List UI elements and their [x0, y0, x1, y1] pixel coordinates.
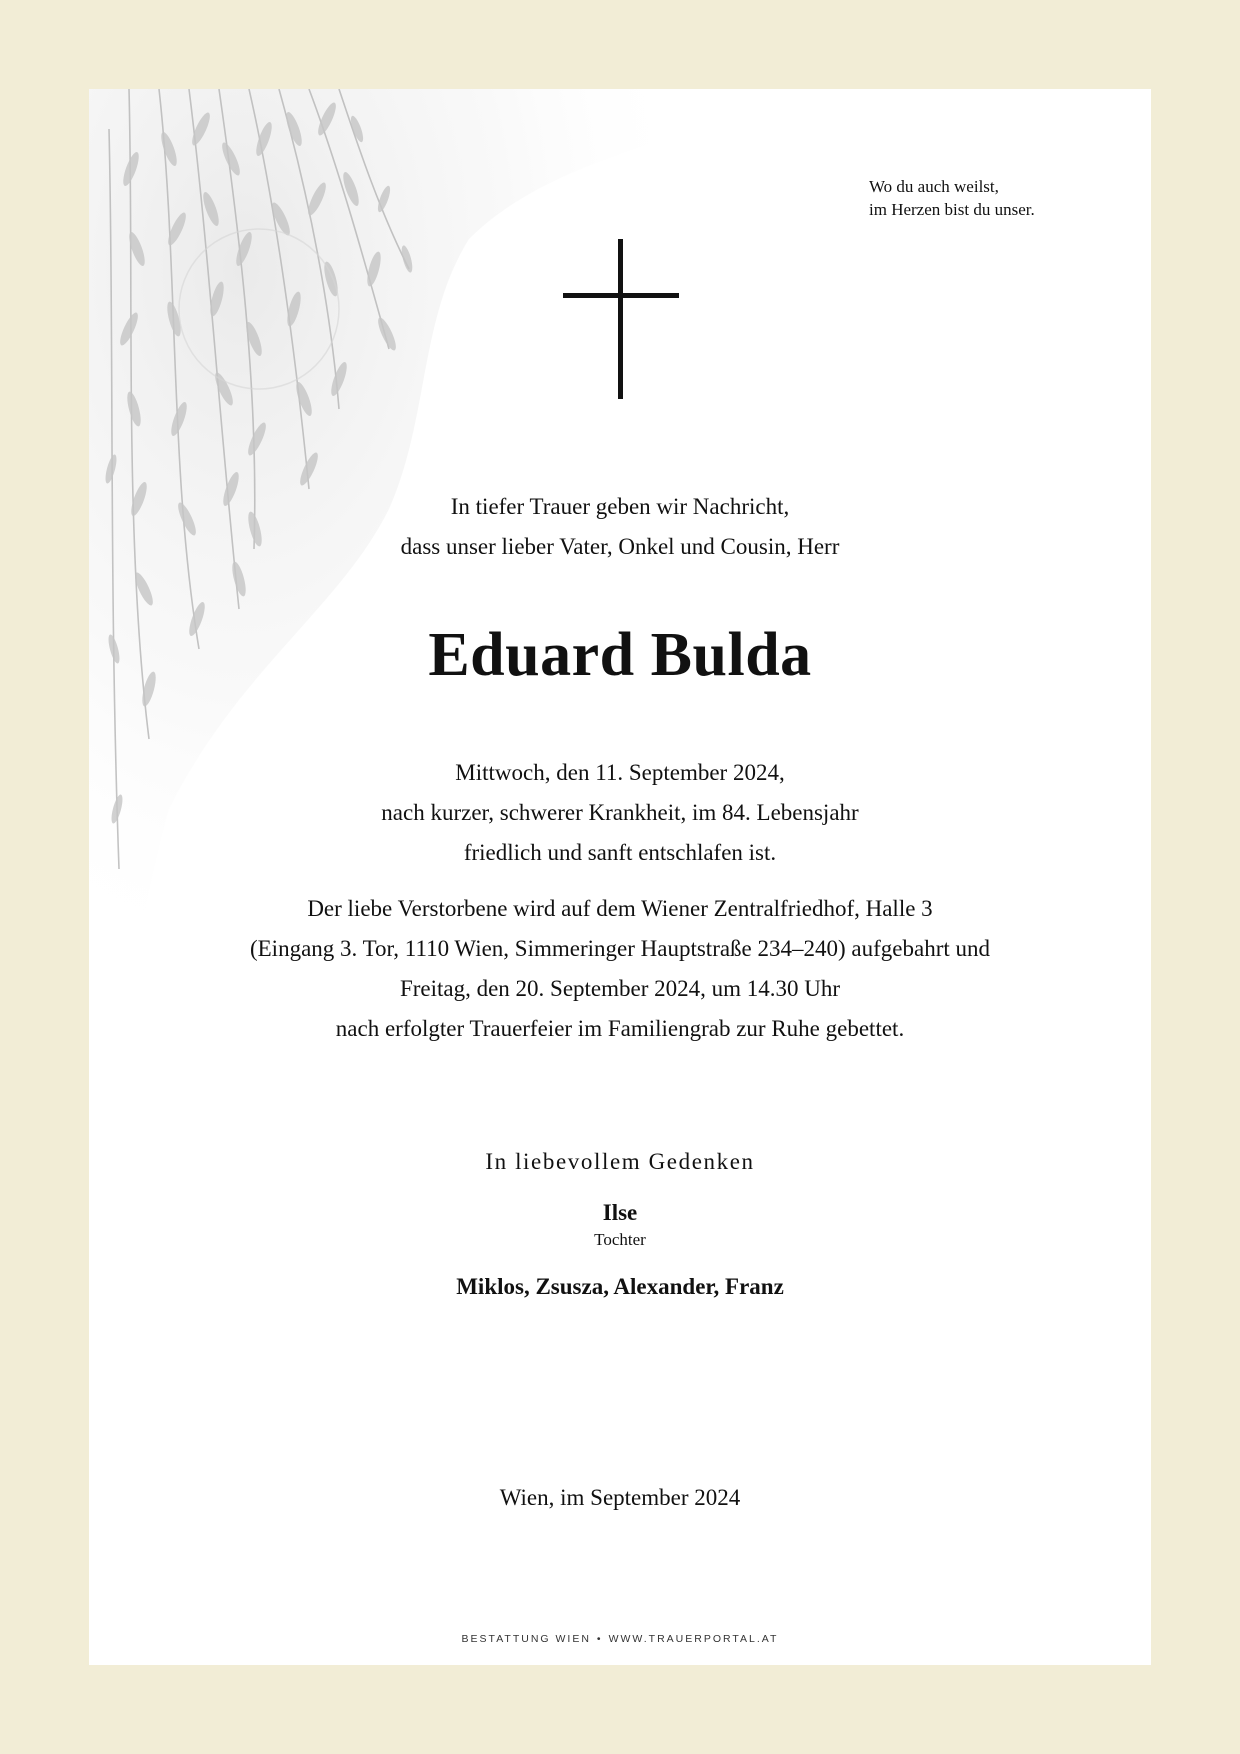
funeral-line-1: Der liebe Verstorbene wird auf dem Wiener Zentralfriedhof, Halle 3: [307, 896, 933, 921]
intro-line-2: dass unser lieber Vater, Onkel und Cousin, Herr: [400, 534, 840, 559]
place-date: Wien, im September 2024: [499, 1485, 741, 1510]
death-line-1: Mittwoch, den 11. September 2024,: [455, 760, 785, 785]
motto-line-2: im Herzen bist du unser.: [869, 200, 1035, 219]
funeral-details: [89, 889, 1151, 1049]
footer: [89, 1633, 1151, 1645]
death-line-2: nach kurzer, schwerer Krankheit, im 84. Lebensjahr: [381, 800, 859, 825]
funeral-line-2: (Eingang 3. Tor, 1110 Wien, Simmeringer Hauptstraße 234–240) aufgebahrt und: [249, 936, 991, 961]
footer-separator: •: [596, 1633, 603, 1645]
motto-verse: [869, 175, 1035, 221]
footer-website: WWW.TRAUERPORTAL.AT: [608, 1633, 779, 1645]
funeral-line-3: Freitag, den 20. September 2024, um 14.30 Uhr: [399, 976, 841, 1001]
intro-text: [89, 487, 1151, 567]
deceased-name: Eduard Bulda: [428, 621, 812, 689]
motto-line-1: Wo du auch weilst,: [869, 177, 999, 196]
mourner-relation: Tochter: [594, 1230, 646, 1249]
funeral-line-4: nach erfolgter Trauerfeier im Familiengrab zur Ruhe gebettet.: [335, 1016, 905, 1041]
death-line-3: friedlich und sanft entschlafen ist.: [463, 840, 777, 865]
mourner-names-group: Miklos, Zsusza, Alexander, Franz: [456, 1274, 784, 1299]
footer-company: BESTATTUNG WIEN: [461, 1633, 591, 1645]
cross-icon: [563, 239, 679, 399]
mourner-name: Ilse: [602, 1200, 638, 1225]
remembrance-heading: In liebevollem Gedenken: [485, 1149, 755, 1174]
intro-line-1: In tiefer Trauer geben wir Nachricht,: [450, 494, 790, 519]
death-notice: [89, 753, 1151, 873]
obituary-card: [89, 89, 1151, 1665]
